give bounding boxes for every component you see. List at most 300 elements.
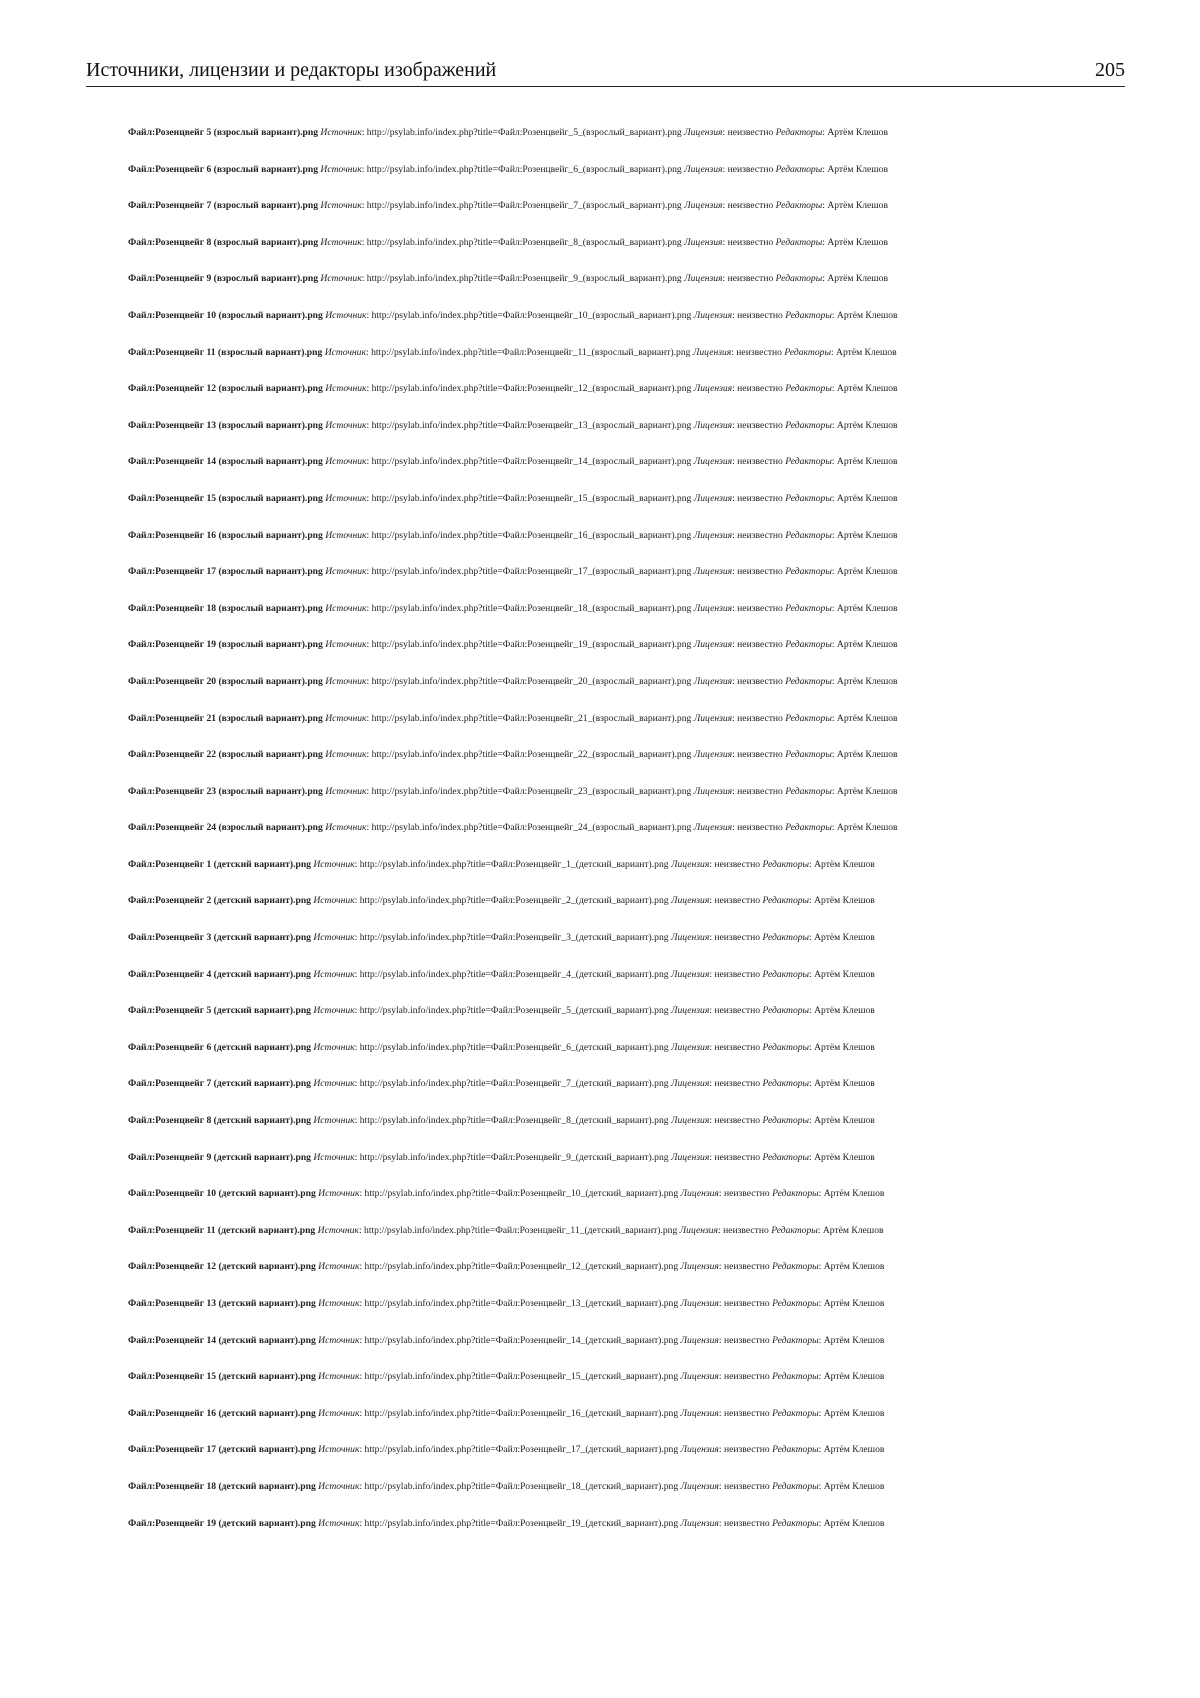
file-name: Файл:Розенцвейг 17 (детский вариант).png	[128, 1444, 316, 1456]
editors-label: Редакторы	[775, 127, 823, 138]
editors-label: Редакторы	[772, 1480, 819, 1492]
running-header	[86, 58, 1125, 87]
file-name: Файл:Розенцвейг 14 (взрослый вариант).png	[128, 456, 323, 468]
editors-label: Редакторы	[785, 712, 832, 724]
editors-label: Редакторы	[785, 785, 832, 797]
source-link[interactable]: http://psylab.info/index.php?title=Файл:Розенцвейг_13_(детский_вариант).png	[364, 1298, 679, 1309]
source-label: Источник	[325, 712, 367, 724]
license-value: неизвестно	[714, 1151, 761, 1163]
license-label: Лицензия	[670, 1115, 710, 1127]
file-name: Файл:Розенцвейг 16 (взрослый вариант).png	[128, 529, 323, 541]
editors-value: Артём Клешов	[814, 1151, 875, 1163]
source-link[interactable]: http://psylab.info/index.php?title=Файл:Розенцвейг_9_(детский_вариант).png	[359, 1151, 669, 1163]
source-link[interactable]: http://psylab.info/index.php?title=Файл:Розенцвейг_20_(взрослый_вариант).png	[371, 675, 692, 687]
attribution-list	[128, 125, 1058, 1552]
editors-value: Артём Клешов	[814, 968, 875, 980]
source-label: Источник	[325, 309, 367, 321]
attribution-entry: Файл:Розенцвейг 3 (детский вариант).png Источник: http://psylab.info/index.php?title=Файл:Розенцвейг_3_(детский_вариант).png Лицензия: неизвестно Редакторы: Артём Клешов	[128, 932, 875, 944]
editors-label: Редакторы	[771, 1224, 818, 1236]
license-label: Лицензия	[670, 932, 710, 944]
attribution-entry: Файл:Розенцвейг 8 (взрослый вариант).png Источник: http://psylab.info/index.php?title=Файл:Розенцвейг_8_(взрослый_вариант).png Лицензия: неизвестно Редакторы: Артём Клешов	[128, 236, 888, 248]
source-link[interactable]: http://psylab.info/index.php?title=Файл:Розенцвейг_14_(взрослый_вариант).png	[371, 456, 692, 468]
attribution-entry: Файл:Розенцвейг 15 (взрослый вариант).png Источник: http://psylab.info/index.php?title=Файл:Розенцвейг_15_(взрослый_вариант).png Лицензия: неизвестно Редакторы: Артём Клешов	[128, 492, 898, 504]
license-label: Лицензия	[670, 858, 710, 870]
license-label: Лицензия	[693, 822, 733, 834]
editors-label: Редакторы	[772, 1261, 819, 1273]
license-value: неизвестно	[723, 1334, 770, 1346]
file-name: Файл:Розенцвейг 11 (взрослый вариант).png	[128, 346, 323, 358]
attribution-entry: Файл:Розенцвейг 24 (взрослый вариант).png Источник: http://psylab.info/index.php?title=Файл:Розенцвейг_24_(взрослый_вариант).png Лицензия: неизвестно Редакторы: Артём Клешов	[128, 822, 898, 834]
source-link[interactable]: http://psylab.info/index.php?title=Файл:Розенцвейг_11_(детский_вариант).png	[364, 1224, 678, 1236]
license-value: неизвестно	[723, 1371, 770, 1383]
attribution-entry: Файл:Розенцвейг 14 (взрослый вариант).png Источник: http://psylab.info/index.php?title=Файл:Розенцвейг_14_(взрослый_вариант).png Лицензия: неизвестно Редакторы: Артём Клешов	[128, 456, 898, 468]
source-link[interactable]: http://psylab.info/index.php?title=Файл:Розенцвейг_6_(детский_вариант).png	[359, 1041, 669, 1053]
license-value: неизвестно	[737, 456, 783, 468]
attribution-entry: Файл:Розенцвейг 11 (взрослый вариант).png Источник: http://psylab.info/index.php?title=Файл:Розенцвейг_11_(взрослый_вариант).png Лицензия: неизвестно Редакторы: Артём Клешов	[128, 346, 897, 358]
file-name: Файл:Розенцвейг 18 (взрослый вариант).png	[128, 602, 323, 614]
attribution-entry: Файл:Розенцвейг 9 (взрослый вариант).png Источник: http://psylab.info/index.php?title=Файл:Розенцвейг_9_(взрослый_вариант).png Лицензия: неизвестно Редакторы: Артём Клешов	[128, 273, 888, 285]
file-name: Файл:Розенцвейг 12 (детский вариант).png	[128, 1261, 316, 1273]
source-label: Источник	[318, 1334, 360, 1346]
license-value: неизвестно	[727, 273, 774, 285]
file-name: Файл:Розенцвейг 4 (детский вариант).png	[128, 968, 311, 980]
license-value: неизвестно	[714, 1041, 761, 1053]
editors-label: Редакторы	[762, 932, 810, 944]
source-link[interactable]: http://psylab.info/index.php?title=Файл:Розенцвейг_8_(взрослый_вариант).png	[366, 236, 682, 248]
editors-label: Редакторы	[772, 1517, 819, 1529]
source-label: Источник	[325, 419, 367, 431]
license-value: неизвестно	[727, 200, 774, 212]
editors-label: Редакторы	[785, 529, 832, 541]
source-label: Источник	[313, 932, 355, 944]
editors-label: Редакторы	[784, 346, 831, 358]
license-value: неизвестно	[727, 127, 774, 138]
source-label: Источник	[325, 566, 367, 578]
source-link[interactable]: http://psylab.info/index.php?title=Файл:Розенцвейг_19_(взрослый_вариант).png	[371, 639, 692, 651]
editors-value: Артём Клешов	[827, 236, 888, 248]
source-link[interactable]: http://psylab.info/index.php?title=Файл:Розенцвейг_5_(взрослый_вариант).png	[366, 127, 682, 138]
source-link[interactable]: http://psylab.info/index.php?title=Файл:Розенцвейг_15_(детский_вариант).png	[364, 1371, 679, 1383]
attribution-entry: Файл:Розенцвейг 23 (взрослый вариант).png Источник: http://psylab.info/index.php?title=Файл:Розенцвейг_23_(взрослый_вариант).png Лицензия: неизвестно Редакторы: Артём Клешов	[128, 785, 898, 797]
license-value: неизвестно	[714, 968, 761, 980]
editors-value: Артём Клешов	[836, 749, 898, 761]
source-link[interactable]: http://psylab.info/index.php?title=Файл:Розенцвейг_10_(взрослый_вариант).png	[371, 309, 692, 321]
license-value: неизвестно	[737, 492, 783, 504]
license-label: Лицензия	[693, 419, 733, 431]
file-name: Файл:Розенцвейг 10 (детский вариант).png	[128, 1188, 316, 1200]
license-value: неизвестно	[727, 236, 774, 248]
editors-label: Редакторы	[785, 749, 832, 761]
file-name: Файл:Розенцвейг 6 (взрослый вариант).png	[128, 163, 319, 175]
license-label: Лицензия	[693, 492, 733, 504]
file-name: Файл:Розенцвейг 14 (детский вариант).png	[128, 1334, 316, 1346]
editors-label: Редакторы	[762, 1041, 810, 1053]
editors-label: Редакторы	[772, 1298, 819, 1309]
editors-label: Редакторы	[762, 1115, 810, 1127]
license-label: Лицензия	[693, 785, 733, 797]
source-label: Источник	[318, 1480, 360, 1492]
editors-label: Редакторы	[772, 1334, 819, 1346]
source-link[interactable]: http://psylab.info/index.php?title=Файл:Розенцвейг_16_(детский_вариант).png	[364, 1407, 679, 1419]
editors-label: Редакторы	[762, 968, 810, 980]
license-value: неизвестно	[714, 1078, 761, 1090]
attribution-entry: Файл:Розенцвейг 20 (взрослый вариант).png Источник: http://psylab.info/index.php?title=Файл:Розенцвейг_20_(взрослый_вариант).png Лицензия: неизвестно Редакторы: Артём Клешов	[128, 675, 898, 687]
file-name: Файл:Розенцвейг 20 (взрослый вариант).png	[128, 675, 323, 687]
source-link[interactable]: http://psylab.info/index.php?title=Файл:Розенцвейг_10_(детский_вариант).png	[364, 1188, 679, 1200]
source-label: Источник	[325, 529, 367, 541]
license-label: Лицензия	[693, 675, 733, 687]
source-label: Источник	[313, 1041, 355, 1053]
source-link[interactable]: http://psylab.info/index.php?title=Файл:Розенцвейг_6_(взрослый_вариант).png	[366, 163, 682, 175]
license-value: неизвестно	[723, 1188, 770, 1200]
license-label: Лицензия	[680, 1444, 719, 1456]
editors-label: Редакторы	[785, 492, 832, 504]
source-label: Источник	[325, 639, 367, 651]
license-value: неизвестно	[723, 1480, 770, 1492]
editors-value: Артём Клешов	[814, 1115, 875, 1127]
editors-label: Редакторы	[762, 1151, 810, 1163]
attribution-entry: Файл:Розенцвейг 6 (детский вариант).png Источник: http://psylab.info/index.php?title=Файл:Розенцвейг_6_(детский_вариант).png Лицензия: неизвестно Редакторы: Артём Клешов	[128, 1041, 875, 1053]
source-label: Источник	[325, 602, 367, 614]
license-label: Лицензия	[680, 1517, 719, 1529]
editors-value: Артём Клешов	[836, 639, 898, 651]
license-value: неизвестно	[723, 1298, 770, 1309]
source-label: Источник	[313, 1005, 355, 1017]
file-name: Файл:Розенцвейг 11 (детский вариант).png	[128, 1224, 316, 1236]
editors-value: Артём Клешов	[823, 1444, 885, 1456]
editors-label: Редакторы	[775, 200, 823, 212]
source-link[interactable]: http://psylab.info/index.php?title=Файл:Розенцвейг_13_(взрослый_вариант).png	[371, 419, 692, 431]
editors-value: Артём Клешов	[836, 383, 898, 395]
attribution-entry: Файл:Розенцвейг 7 (детский вариант).png Источник: http://psylab.info/index.php?title=Файл:Розенцвейг_7_(детский_вариант).png Лицензия: неизвестно Редакторы: Артём Клешов	[128, 1078, 875, 1090]
source-link[interactable]: http://psylab.info/index.php?title=Файл:Розенцвейг_12_(взрослый_вариант).png	[371, 383, 692, 395]
editors-value: Артём Клешов	[823, 1188, 885, 1200]
license-label: Лицензия	[680, 1188, 719, 1200]
editors-value: Артём Клешов	[836, 675, 898, 687]
license-value: неизвестно	[727, 163, 774, 175]
license-value: неизвестно	[737, 383, 783, 395]
license-value: неизвестно	[714, 1005, 761, 1017]
source-label: Источник	[313, 895, 355, 907]
file-name: Файл:Розенцвейг 17 (взрослый вариант).png	[128, 566, 323, 578]
license-label: Лицензия	[670, 1151, 710, 1163]
editors-value: Артём Клешов	[814, 858, 875, 870]
file-name: Файл:Розенцвейг 24 (взрослый вариант).png	[128, 822, 323, 834]
source-link[interactable]: http://psylab.info/index.php?title=Файл:Розенцвейг_19_(детский_вариант).png	[364, 1517, 679, 1529]
license-label: Лицензия	[680, 1298, 719, 1309]
editors-value: Артём Клешов	[836, 529, 898, 541]
license-label: Лицензия	[670, 1078, 710, 1090]
editors-label: Редакторы	[772, 1407, 819, 1419]
source-link[interactable]: http://psylab.info/index.php?title=Файл:Розенцвейг_12_(детский_вариант).png	[364, 1261, 679, 1273]
attribution-entry: Файл:Розенцвейг 2 (детский вариант).png Источник: http://psylab.info/index.php?title=Файл:Розенцвейг_2_(детский_вариант).png Лицензия: неизвестно Редакторы: Артём Клешов	[128, 895, 875, 907]
editors-label: Редакторы	[762, 1078, 810, 1090]
source-link[interactable]: http://psylab.info/index.php?title=Файл:Розенцвейг_5_(детский_вариант).png	[359, 1005, 669, 1017]
source-label: Источник	[317, 1224, 359, 1236]
source-label: Источник	[320, 163, 362, 175]
attribution-entry: Файл:Розенцвейг 8 (детский вариант).png Источник: http://psylab.info/index.php?title=Файл:Розенцвейг_8_(детский_вариант).png Лицензия: неизвестно Редакторы: Артём Клешов	[128, 1115, 875, 1127]
attribution-entry: Файл:Розенцвейг 15 (детский вариант).png Источник: http://psylab.info/index.php?title=Файл:Розенцвейг_15_(детский_вариант).png Лицензия: неизвестно Редакторы: Артём Клешов	[128, 1371, 885, 1383]
license-value: неизвестно	[736, 346, 782, 358]
source-label: Источник	[325, 785, 367, 797]
attribution-entry: Файл:Розенцвейг 12 (взрослый вариант).png Источник: http://psylab.info/index.php?title=Файл:Розенцвейг_12_(взрослый_вариант).png Лицензия: неизвестно Редакторы: Артём Клешов	[128, 383, 898, 395]
file-name: Файл:Розенцвейг 19 (детский вариант).png	[128, 1517, 316, 1529]
attribution-entry: Файл:Розенцвейг 11 (детский вариант).png Источник: http://psylab.info/index.php?title=Файл:Розенцвейг_11_(детский_вариант).png Лицензия: неизвестно Редакторы: Артём Клешов	[128, 1224, 884, 1236]
editors-label: Редакторы	[772, 1371, 819, 1383]
license-value: неизвестно	[737, 309, 783, 321]
attribution-entry: Файл:Розенцвейг 18 (детский вариант).png Источник: http://psylab.info/index.php?title=Файл:Розенцвейг_18_(детский_вариант).png Лицензия: неизвестно Редакторы: Артём Клешов	[128, 1480, 885, 1492]
editors-label: Редакторы	[762, 858, 810, 870]
license-label: Лицензия	[680, 1334, 719, 1346]
editors-label: Редакторы	[785, 456, 832, 468]
file-name: Файл:Розенцвейг 9 (взрослый вариант).png	[128, 273, 319, 285]
editors-label: Редакторы	[785, 602, 832, 614]
license-label: Лицензия	[679, 1224, 719, 1236]
file-name: Файл:Розенцвейг 8 (взрослый вариант).png	[128, 236, 319, 248]
attribution-entry: Файл:Розенцвейг 5 (взрослый вариант).png Источник: http://psylab.info/index.php?title=Файл:Розенцвейг_5_(взрослый_вариант).png Лицензия: неизвестно Редакторы: Артём Клешов	[128, 127, 888, 138]
file-name: Файл:Розенцвейг 19 (взрослый вариант).png	[128, 639, 323, 651]
editors-label: Редакторы	[785, 309, 832, 321]
attribution-entry: Файл:Розенцвейг 21 (взрослый вариант).png Источник: http://psylab.info/index.php?title=Файл:Розенцвейг_21_(взрослый_вариант).png Лицензия: неизвестно Редакторы: Артём Клешов	[128, 712, 898, 724]
license-label: Лицензия	[693, 456, 733, 468]
file-name: Файл:Розенцвейг 8 (детский вариант).png	[128, 1115, 311, 1127]
source-label: Источник	[318, 1371, 360, 1383]
editors-value: Артём Клешов	[836, 602, 898, 614]
editors-label: Редакторы	[772, 1444, 819, 1456]
source-link[interactable]: http://psylab.info/index.php?title=Файл:Розенцвейг_18_(взрослый_вариант).png	[371, 602, 692, 614]
license-label: Лицензия	[684, 127, 723, 138]
file-name: Файл:Розенцвейг 15 (взрослый вариант).png	[128, 492, 323, 504]
source-link[interactable]: http://psylab.info/index.php?title=Файл:Розенцвейг_11_(взрослый_вариант).png	[371, 346, 691, 358]
license-value: неизвестно	[723, 1517, 770, 1529]
editors-value: Артём Клешов	[814, 932, 875, 944]
license-label: Лицензия	[670, 1005, 710, 1017]
editors-value: Артём Клешов	[823, 1334, 885, 1346]
editors-value: Артём Клешов	[814, 1041, 875, 1053]
license-value: неизвестно	[714, 932, 761, 944]
attribution-entry: Файл:Розенцвейг 14 (детский вариант).png Источник: http://psylab.info/index.php?title=Файл:Розенцвейг_14_(детский_вариант).png Лицензия: неизвестно Редакторы: Артём Клешов	[128, 1334, 885, 1346]
file-name: Файл:Розенцвейг 13 (детский вариант).png	[128, 1298, 316, 1309]
source-label: Источник	[325, 675, 367, 687]
license-value: неизвестно	[737, 822, 783, 834]
license-value: неизвестно	[737, 566, 783, 578]
source-link[interactable]: http://psylab.info/index.php?title=Файл:Розенцвейг_24_(взрослый_вариант).png	[371, 822, 692, 834]
attribution-entry: Файл:Розенцвейг 5 (детский вариант).png Источник: http://psylab.info/index.php?title=Файл:Розенцвейг_5_(детский_вариант).png Лицензия: неизвестно Редакторы: Артём Клешов	[128, 1005, 875, 1017]
file-name: Файл:Розенцвейг 13 (взрослый вариант).png	[128, 419, 323, 431]
file-name: Файл:Розенцвейг 7 (детский вариант).png	[128, 1078, 311, 1090]
file-name: Файл:Розенцвейг 12 (взрослый вариант).png	[128, 383, 323, 395]
editors-value: Артём Клешов	[827, 200, 888, 212]
editors-label: Редакторы	[785, 383, 832, 395]
source-link[interactable]: http://psylab.info/index.php?title=Файл:Розенцвейг_3_(детский_вариант).png	[359, 932, 669, 944]
attribution-entry: Файл:Розенцвейг 10 (взрослый вариант).png Источник: http://psylab.info/index.php?title=Файл:Розенцвейг_10_(взрослый_вариант).png Лицензия: неизвестно Редакторы: Артём Клешов	[128, 309, 898, 321]
source-link[interactable]: http://psylab.info/index.php?title=Файл:Розенцвейг_17_(взрослый_вариант).png	[371, 566, 692, 578]
license-label: Лицензия	[684, 163, 723, 175]
file-name: Файл:Розенцвейг 23 (взрослый вариант).png	[128, 785, 323, 797]
editors-value: Артём Клешов	[823, 1480, 885, 1492]
source-link[interactable]: http://psylab.info/index.php?title=Файл:Розенцвейг_7_(детский_вариант).png	[359, 1078, 669, 1090]
license-value: неизвестно	[723, 1224, 769, 1236]
source-label: Источник	[320, 127, 362, 138]
license-label: Лицензия	[680, 1261, 719, 1273]
license-label: Лицензия	[670, 895, 710, 907]
editors-label: Редакторы	[785, 639, 832, 651]
file-name: Файл:Розенцвейг 7 (взрослый вариант).png	[128, 200, 319, 212]
source-label: Источник	[325, 822, 367, 834]
license-value: неизвестно	[737, 602, 783, 614]
editors-value: Артём Клешов	[836, 785, 898, 797]
editors-value: Артём Клешов	[836, 346, 897, 358]
source-label: Источник	[313, 968, 355, 980]
source-label: Источник	[313, 1151, 355, 1163]
source-link[interactable]: http://psylab.info/index.php?title=Файл:Розенцвейг_1_(детский_вариант).png	[359, 858, 669, 870]
file-name: Файл:Розенцвейг 16 (детский вариант).png	[128, 1407, 316, 1419]
source-link[interactable]: http://psylab.info/index.php?title=Файл:Розенцвейг_9_(взрослый_вариант).png	[366, 273, 682, 285]
editors-value: Артём Клешов	[827, 163, 888, 175]
editors-label: Редакторы	[775, 163, 823, 175]
file-name: Файл:Розенцвейг 15 (детский вариант).png	[128, 1371, 316, 1383]
attribution-entry: Файл:Розенцвейг 7 (взрослый вариант).png Источник: http://psylab.info/index.php?title=Файл:Розенцвейг_7_(взрослый_вариант).png Лицензия: неизвестно Редакторы: Артём Клешов	[128, 200, 888, 212]
source-link[interactable]: http://psylab.info/index.php?title=Файл:Розенцвейг_2_(детский_вариант).png	[359, 895, 669, 907]
source-link[interactable]: http://psylab.info/index.php?title=Файл:Розенцвейг_23_(взрослый_вариант).png	[371, 785, 692, 797]
license-label: Лицензия	[684, 200, 723, 212]
editors-value: Артём Клешов	[823, 1407, 885, 1419]
editors-value: Артём Клешов	[836, 309, 898, 321]
source-link[interactable]: http://psylab.info/index.php?title=Файл:Розенцвейг_16_(взрослый_вариант).png	[371, 529, 692, 541]
editors-value: Артём Клешов	[822, 1224, 884, 1236]
source-link[interactable]: http://psylab.info/index.php?title=Файл:Розенцвейг_4_(детский_вариант).png	[359, 968, 669, 980]
file-name: Файл:Розенцвейг 1 (детский вариант).png	[128, 858, 311, 870]
editors-value: Артём Клешов	[814, 1005, 875, 1017]
attribution-entry: Файл:Розенцвейг 4 (детский вариант).png Источник: http://psylab.info/index.php?title=Файл:Розенцвейг_4_(детский_вариант).png Лицензия: неизвестно Редакторы: Артём Клешов	[128, 968, 875, 980]
source-label: Источник	[320, 273, 362, 285]
attribution-entry: Файл:Розенцвейг 10 (детский вариант).png Источник: http://psylab.info/index.php?title=Файл:Розенцвейг_10_(детский_вариант).png Лицензия: неизвестно Редакторы: Артём Клешов	[128, 1188, 885, 1200]
license-value: неизвестно	[737, 639, 783, 651]
license-label: Лицензия	[692, 346, 732, 358]
attribution-entry: Файл:Розенцвейг 18 (взрослый вариант).png Источник: http://psylab.info/index.php?title=Файл:Розенцвейг_18_(взрослый_вариант).png Лицензия: неизвестно Редакторы: Артём Клешов	[128, 602, 898, 614]
file-name: Файл:Розенцвейг 21 (взрослый вариант).png	[128, 712, 323, 724]
editors-value: Артём Клешов	[823, 1371, 885, 1383]
editors-label: Редакторы	[762, 1005, 810, 1017]
license-value: неизвестно	[737, 675, 783, 687]
source-label: Источник	[318, 1517, 360, 1529]
source-label: Источник	[318, 1298, 360, 1309]
file-name: Файл:Розенцвейг 10 (взрослый вариант).png	[128, 309, 323, 321]
license-label: Лицензия	[693, 529, 733, 541]
file-name: Файл:Розенцвейг 18 (детский вариант).png	[128, 1480, 316, 1492]
license-value: неизвестно	[723, 1407, 770, 1419]
source-label: Источник	[318, 1407, 360, 1419]
attribution-entry: Файл:Розенцвейг 19 (детский вариант).png Источник: http://psylab.info/index.php?title=Файл:Розенцвейг_19_(детский_вариант).png Лицензия: неизвестно Редакторы: Артём Клешов	[128, 1517, 885, 1529]
editors-label: Редакторы	[785, 822, 832, 834]
source-label: Источник	[325, 749, 367, 761]
source-link[interactable]: http://psylab.info/index.php?title=Файл:Розенцвейг_18_(детский_вариант).png	[364, 1480, 679, 1492]
license-label: Лицензия	[680, 1407, 719, 1419]
file-name: Файл:Розенцвейг 3 (детский вариант).png	[128, 932, 311, 944]
file-name: Файл:Розенцвейг 5 (детский вариант).png	[128, 1005, 311, 1017]
license-label: Лицензия	[693, 712, 733, 724]
attribution-entry: Файл:Розенцвейг 13 (взрослый вариант).png Источник: http://psylab.info/index.php?title=Файл:Розенцвейг_13_(взрослый_вариант).png Лицензия: неизвестно Редакторы: Артём Клешов	[128, 419, 898, 431]
editors-value: Артём Клешов	[823, 1517, 885, 1529]
attribution-entry: Файл:Розенцвейг 16 (детский вариант).png Источник: http://psylab.info/index.php?title=Файл:Розенцвейг_16_(детский_вариант).png Лицензия: неизвестно Редакторы: Артём Клешов	[128, 1407, 885, 1419]
source-label: Источник	[325, 492, 367, 504]
license-value: неизвестно	[737, 712, 783, 724]
editors-value: Артём Клешов	[836, 492, 898, 504]
editors-value: Артём Клешов	[827, 273, 888, 285]
license-value: неизвестно	[737, 749, 783, 761]
page-number: 205	[1095, 59, 1125, 81]
license-label: Лицензия	[670, 968, 710, 980]
source-link[interactable]: http://psylab.info/index.php?title=Файл:Розенцвейг_8_(детский_вариант).png	[359, 1115, 669, 1127]
attribution-entry: Файл:Розенцвейг 12 (детский вариант).png Источник: http://psylab.info/index.php?title=Файл:Розенцвейг_12_(детский_вариант).png Лицензия: неизвестно Редакторы: Артём Клешов	[128, 1261, 885, 1273]
source-label: Источник	[313, 858, 355, 870]
editors-value: Артём Клешов	[823, 1298, 885, 1309]
source-link[interactable]: http://psylab.info/index.php?title=Файл:Розенцвейг_15_(взрослый_вариант).png	[371, 492, 692, 504]
editors-label: Редакторы	[775, 236, 823, 248]
license-label: Лицензия	[684, 273, 723, 285]
license-value: неизвестно	[723, 1261, 770, 1273]
editors-value: Артём Клешов	[836, 822, 898, 834]
license-value: неизвестно	[714, 1115, 761, 1127]
source-label: Источник	[313, 1115, 355, 1127]
source-label: Источник	[320, 200, 362, 212]
editors-label: Редакторы	[762, 895, 810, 907]
license-value: неизвестно	[737, 785, 783, 797]
attribution-entry: Файл:Розенцвейг 6 (взрослый вариант).png Источник: http://psylab.info/index.php?title=Файл:Розенцвейг_6_(взрослый_вариант).png Лицензия: неизвестно Редакторы: Артём Клешов	[128, 163, 888, 175]
editors-value: Артём Клешов	[827, 127, 888, 138]
editors-label: Редакторы	[785, 675, 832, 687]
attribution-entry: Файл:Розенцвейг 16 (взрослый вариант).png Источник: http://psylab.info/index.php?title=Файл:Розенцвейг_16_(взрослый_вариант).png Лицензия: неизвестно Редакторы: Артём Клешов	[128, 529, 898, 541]
attribution-entry: Файл:Розенцвейг 22 (взрослый вариант).png Источник: http://psylab.info/index.php?title=Файл:Розенцвейг_22_(взрослый_вариант).png Лицензия: неизвестно Редакторы: Артём Клешов	[128, 749, 898, 761]
license-label: Лицензия	[693, 602, 733, 614]
editors-value: Артём Клешов	[836, 419, 898, 431]
attribution-entry: Файл:Розенцвейг 17 (взрослый вариант).png Источник: http://psylab.info/index.php?title=Файл:Розенцвейг_17_(взрослый_вариант).png Лицензия: неизвестно Редакторы: Артём Клешов	[128, 566, 898, 578]
file-name: Файл:Розенцвейг 9 (детский вариант).png	[128, 1151, 311, 1163]
license-value: неизвестно	[723, 1444, 770, 1456]
file-name: Файл:Розенцвейг 22 (взрослый вариант).png	[128, 749, 323, 761]
source-link[interactable]: http://psylab.info/index.php?title=Файл:Розенцвейг_17_(детский_вариант).png	[364, 1444, 679, 1456]
license-label: Лицензия	[693, 749, 733, 761]
source-label: Источник	[318, 1188, 360, 1200]
editors-value: Артём Клешов	[836, 566, 898, 578]
editors-label: Редакторы	[785, 566, 832, 578]
license-value: неизвестно	[714, 895, 761, 907]
license-label: Лицензия	[680, 1371, 719, 1383]
editors-value: Артём Клешов	[823, 1261, 885, 1273]
file-name: Файл:Розенцвейг 5 (взрослый вариант).png	[128, 127, 319, 138]
source-label: Источник	[320, 236, 362, 248]
editors-value: Артём Клешов	[814, 895, 875, 907]
source-label: Источник	[324, 346, 366, 358]
source-link[interactable]: http://psylab.info/index.php?title=Файл:Розенцвейг_22_(взрослый_вариант).png	[371, 749, 692, 761]
editors-label: Редакторы	[785, 419, 832, 431]
license-label: Лицензия	[693, 566, 733, 578]
attribution-entry: Файл:Розенцвейг 13 (детский вариант).png Источник: http://psylab.info/index.php?title=Файл:Розенцвейг_13_(детский_вариант).png Лицензия: неизвестно Редакторы: Артём Клешов	[128, 1298, 885, 1309]
source-label: Источник	[318, 1444, 360, 1456]
source-link[interactable]: http://psylab.info/index.php?title=Файл:Розенцвейг_21_(взрослый_вариант).png	[371, 712, 692, 724]
editors-value: Артём Клешов	[814, 1078, 875, 1090]
license-value: неизвестно	[737, 419, 783, 431]
editors-label: Редакторы	[775, 273, 823, 285]
license-label: Лицензия	[680, 1480, 719, 1492]
file-name: Файл:Розенцвейг 2 (детский вариант).png	[128, 895, 311, 907]
attribution-entry: Файл:Розенцвейг 1 (детский вариант).png Источник: http://psylab.info/index.php?title=Файл:Розенцвейг_1_(детский_вариант).png Лицензия: неизвестно Редакторы: Артём Клешов	[128, 858, 875, 870]
source-link[interactable]: http://psylab.info/index.php?title=Файл:Розенцвейг_7_(взрослый_вариант).png	[366, 200, 682, 212]
source-link[interactable]: http://psylab.info/index.php?title=Файл:Розенцвейг_14_(детский_вариант).png	[364, 1334, 679, 1346]
editors-value: Артём Клешов	[836, 712, 898, 724]
editors-label: Редакторы	[772, 1188, 819, 1200]
source-label: Источник	[318, 1261, 360, 1273]
